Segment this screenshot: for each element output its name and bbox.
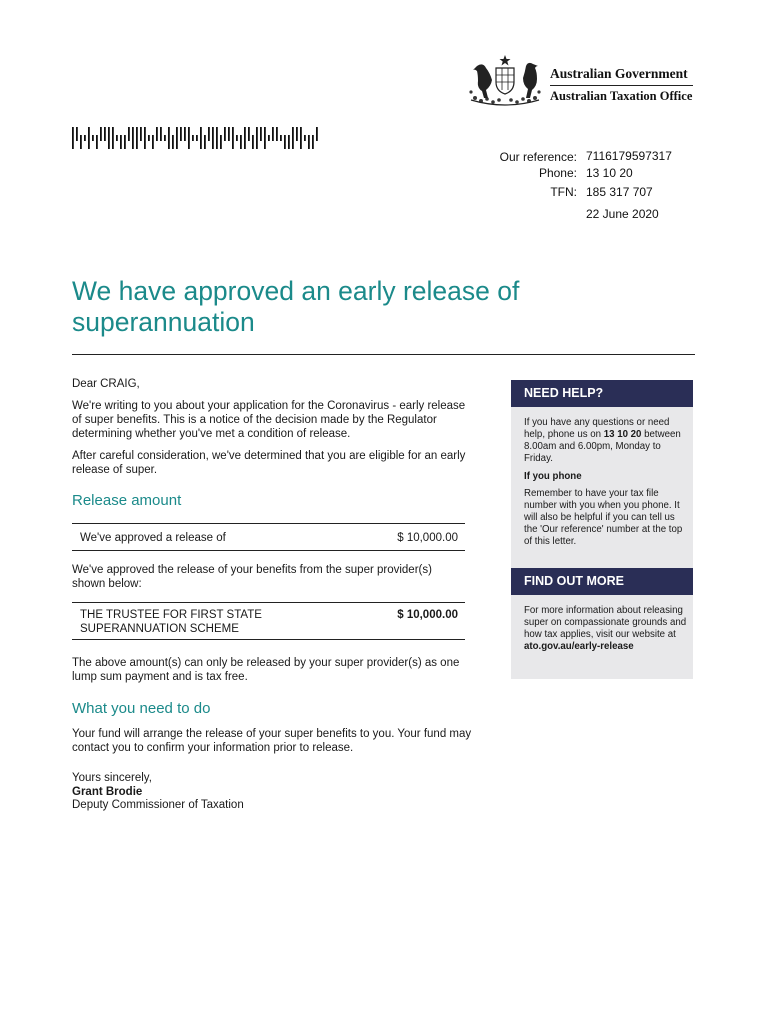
help-text-1: If you have any questions or need help, phone us on xyxy=(524,417,670,440)
barcode-bar xyxy=(84,135,86,141)
barcode-bar xyxy=(224,127,226,141)
our-reference-value: 7116179597317 xyxy=(586,149,672,163)
barcode-bar xyxy=(196,135,198,141)
barcode-bar xyxy=(124,135,126,149)
closing: Yours sincerely, xyxy=(72,772,152,784)
barcode-bar xyxy=(252,135,254,149)
logo-divider xyxy=(550,85,693,86)
our-reference-label: Our reference: xyxy=(499,150,577,164)
barcode-bar xyxy=(176,127,178,149)
barcode-bar xyxy=(76,127,78,141)
phone-label: Phone: xyxy=(538,166,577,180)
barcode-bar xyxy=(96,135,98,149)
release-amount-heading: Release amount xyxy=(72,492,182,509)
if-you-phone-text: Remember to have your tax file number with you when you phone. It will also be helpful if you can tell us the 'Our reference' number at the top of this letter. xyxy=(524,488,683,547)
provider-rule-bottom xyxy=(72,639,465,640)
letter-date: 22 June 2020 xyxy=(586,207,659,221)
barcode-bar xyxy=(288,135,290,149)
barcode-bar xyxy=(88,127,90,149)
barcode-bar xyxy=(316,127,318,141)
table-rule-top xyxy=(72,523,465,524)
barcode-bar xyxy=(200,127,202,149)
eligibility-paragraph: After careful consideration, we've determined that you are eligible for an early release of super. xyxy=(72,450,466,476)
barcode-bar xyxy=(304,135,306,141)
barcode-bar xyxy=(204,135,206,149)
office-name: Australian Taxation Office xyxy=(550,89,693,103)
need-help-text xyxy=(524,417,684,465)
barcode-bar xyxy=(308,135,310,149)
barcode-bar xyxy=(80,135,82,149)
coat-of-arms-logo xyxy=(467,54,543,108)
government-name: Australian Government xyxy=(550,66,688,81)
barcode-bar xyxy=(172,135,174,149)
phone-value: 13 10 20 xyxy=(586,166,633,180)
barcode-bar xyxy=(164,135,166,141)
barcode-bar xyxy=(272,127,274,141)
barcode-bar xyxy=(136,127,138,149)
barcode-bar xyxy=(228,127,230,141)
barcode-bar xyxy=(72,127,74,149)
barcode-bar xyxy=(112,127,114,149)
barcode-bar xyxy=(264,127,266,149)
provider-amount: $ 10,000.00 xyxy=(397,609,458,621)
tax-free-paragraph: The above amount(s) can only be released by your super provider(s) as one lump sum payment and is tax free. xyxy=(72,657,460,683)
barcode-bar xyxy=(156,127,158,141)
barcode-bar xyxy=(120,135,122,149)
what-to-do-heading: What you need to do xyxy=(72,700,211,717)
barcode-bar xyxy=(232,127,234,149)
barcode-bar xyxy=(100,127,102,141)
barcode-bar xyxy=(212,127,214,149)
barcode-bar xyxy=(260,127,262,141)
barcode-bar xyxy=(180,127,182,141)
fund-paragraph: Your fund will arrange the release of your super benefits to you. Your fund may contact you to confirm your information prior to release. xyxy=(72,728,472,754)
release-row-amount: $ 10,000.00 xyxy=(397,532,458,544)
barcode-bar xyxy=(208,127,210,141)
if-you-phone-heading: If you phone xyxy=(524,471,582,482)
barcode-bar xyxy=(184,127,186,141)
help-text-2: between 8.00am and 6.00pm, Monday to Friday. xyxy=(524,429,681,464)
need-help-heading: NEED HELP? xyxy=(511,380,693,407)
more-text: For more information about releasing super on compassionate grounds and how tax applies, visit our website at xyxy=(524,605,687,640)
barcode-bar xyxy=(276,127,278,141)
barcode-bar xyxy=(244,127,246,149)
tfn-label: TFN: xyxy=(550,185,577,199)
salutation: Dear CRAIG, xyxy=(72,378,140,390)
barcode-bar xyxy=(104,127,106,141)
signer-name: Grant Brodie xyxy=(72,786,143,798)
signer-title: Deputy Commissioner of Taxation xyxy=(72,799,244,811)
barcode-bar xyxy=(268,135,270,141)
barcode-bar xyxy=(188,127,190,149)
barcode-bar xyxy=(312,135,314,149)
find-out-more-box xyxy=(511,595,693,679)
page-title: We have approved an early release of superannuation xyxy=(72,276,520,337)
barcode-bar xyxy=(192,135,194,141)
intro-paragraph: We're writing to you about your application for the Coronavirus - early release of super benefits. This is a notice of the decision made by the Regulator determining whether you've met a condition of release. xyxy=(72,400,466,440)
barcode-bar xyxy=(284,135,286,149)
title-divider xyxy=(72,354,695,355)
barcode-bar xyxy=(148,135,150,141)
barcode-bar xyxy=(248,127,250,141)
barcode-bar xyxy=(280,135,282,141)
barcode-bar xyxy=(236,135,238,141)
barcode-bar xyxy=(140,127,142,141)
barcode-bar xyxy=(300,127,302,149)
barcode-bar xyxy=(144,127,146,149)
provider-intro-paragraph: We've approved the release of your benefits from the super provider(s) shown below: xyxy=(72,564,432,590)
barcode-bar xyxy=(292,127,294,149)
tfn-value: 185 317 707 xyxy=(586,185,653,199)
table-rule-bottom xyxy=(72,550,465,551)
early-release-link[interactable]: ato.gov.au/early-release xyxy=(524,641,634,652)
postal-barcode xyxy=(72,127,324,149)
barcode-bar xyxy=(92,135,94,141)
barcode-bar xyxy=(116,135,118,141)
find-out-more-text xyxy=(524,605,689,653)
barcode-bar xyxy=(216,127,218,149)
provider-name: THE TRUSTEE FOR FIRST STATE SUPERANNUATION SCHEME xyxy=(80,609,262,635)
barcode-bar xyxy=(132,127,134,149)
barcode-bar xyxy=(108,127,110,149)
barcode-bar xyxy=(160,127,162,141)
barcode-bar xyxy=(128,127,130,141)
find-out-more-heading: FIND OUT MORE xyxy=(511,568,693,595)
barcode-bar xyxy=(152,135,154,149)
provider-rule-top xyxy=(72,602,465,603)
barcode-bar xyxy=(296,127,298,141)
barcode-bar xyxy=(168,127,170,149)
help-phone: 13 10 20 xyxy=(603,429,642,440)
release-row-label: We've approved a release of xyxy=(80,532,226,544)
need-help-box xyxy=(511,407,693,568)
barcode-bar xyxy=(240,135,242,149)
barcode-bar xyxy=(256,127,258,149)
barcode-bar xyxy=(220,135,222,149)
